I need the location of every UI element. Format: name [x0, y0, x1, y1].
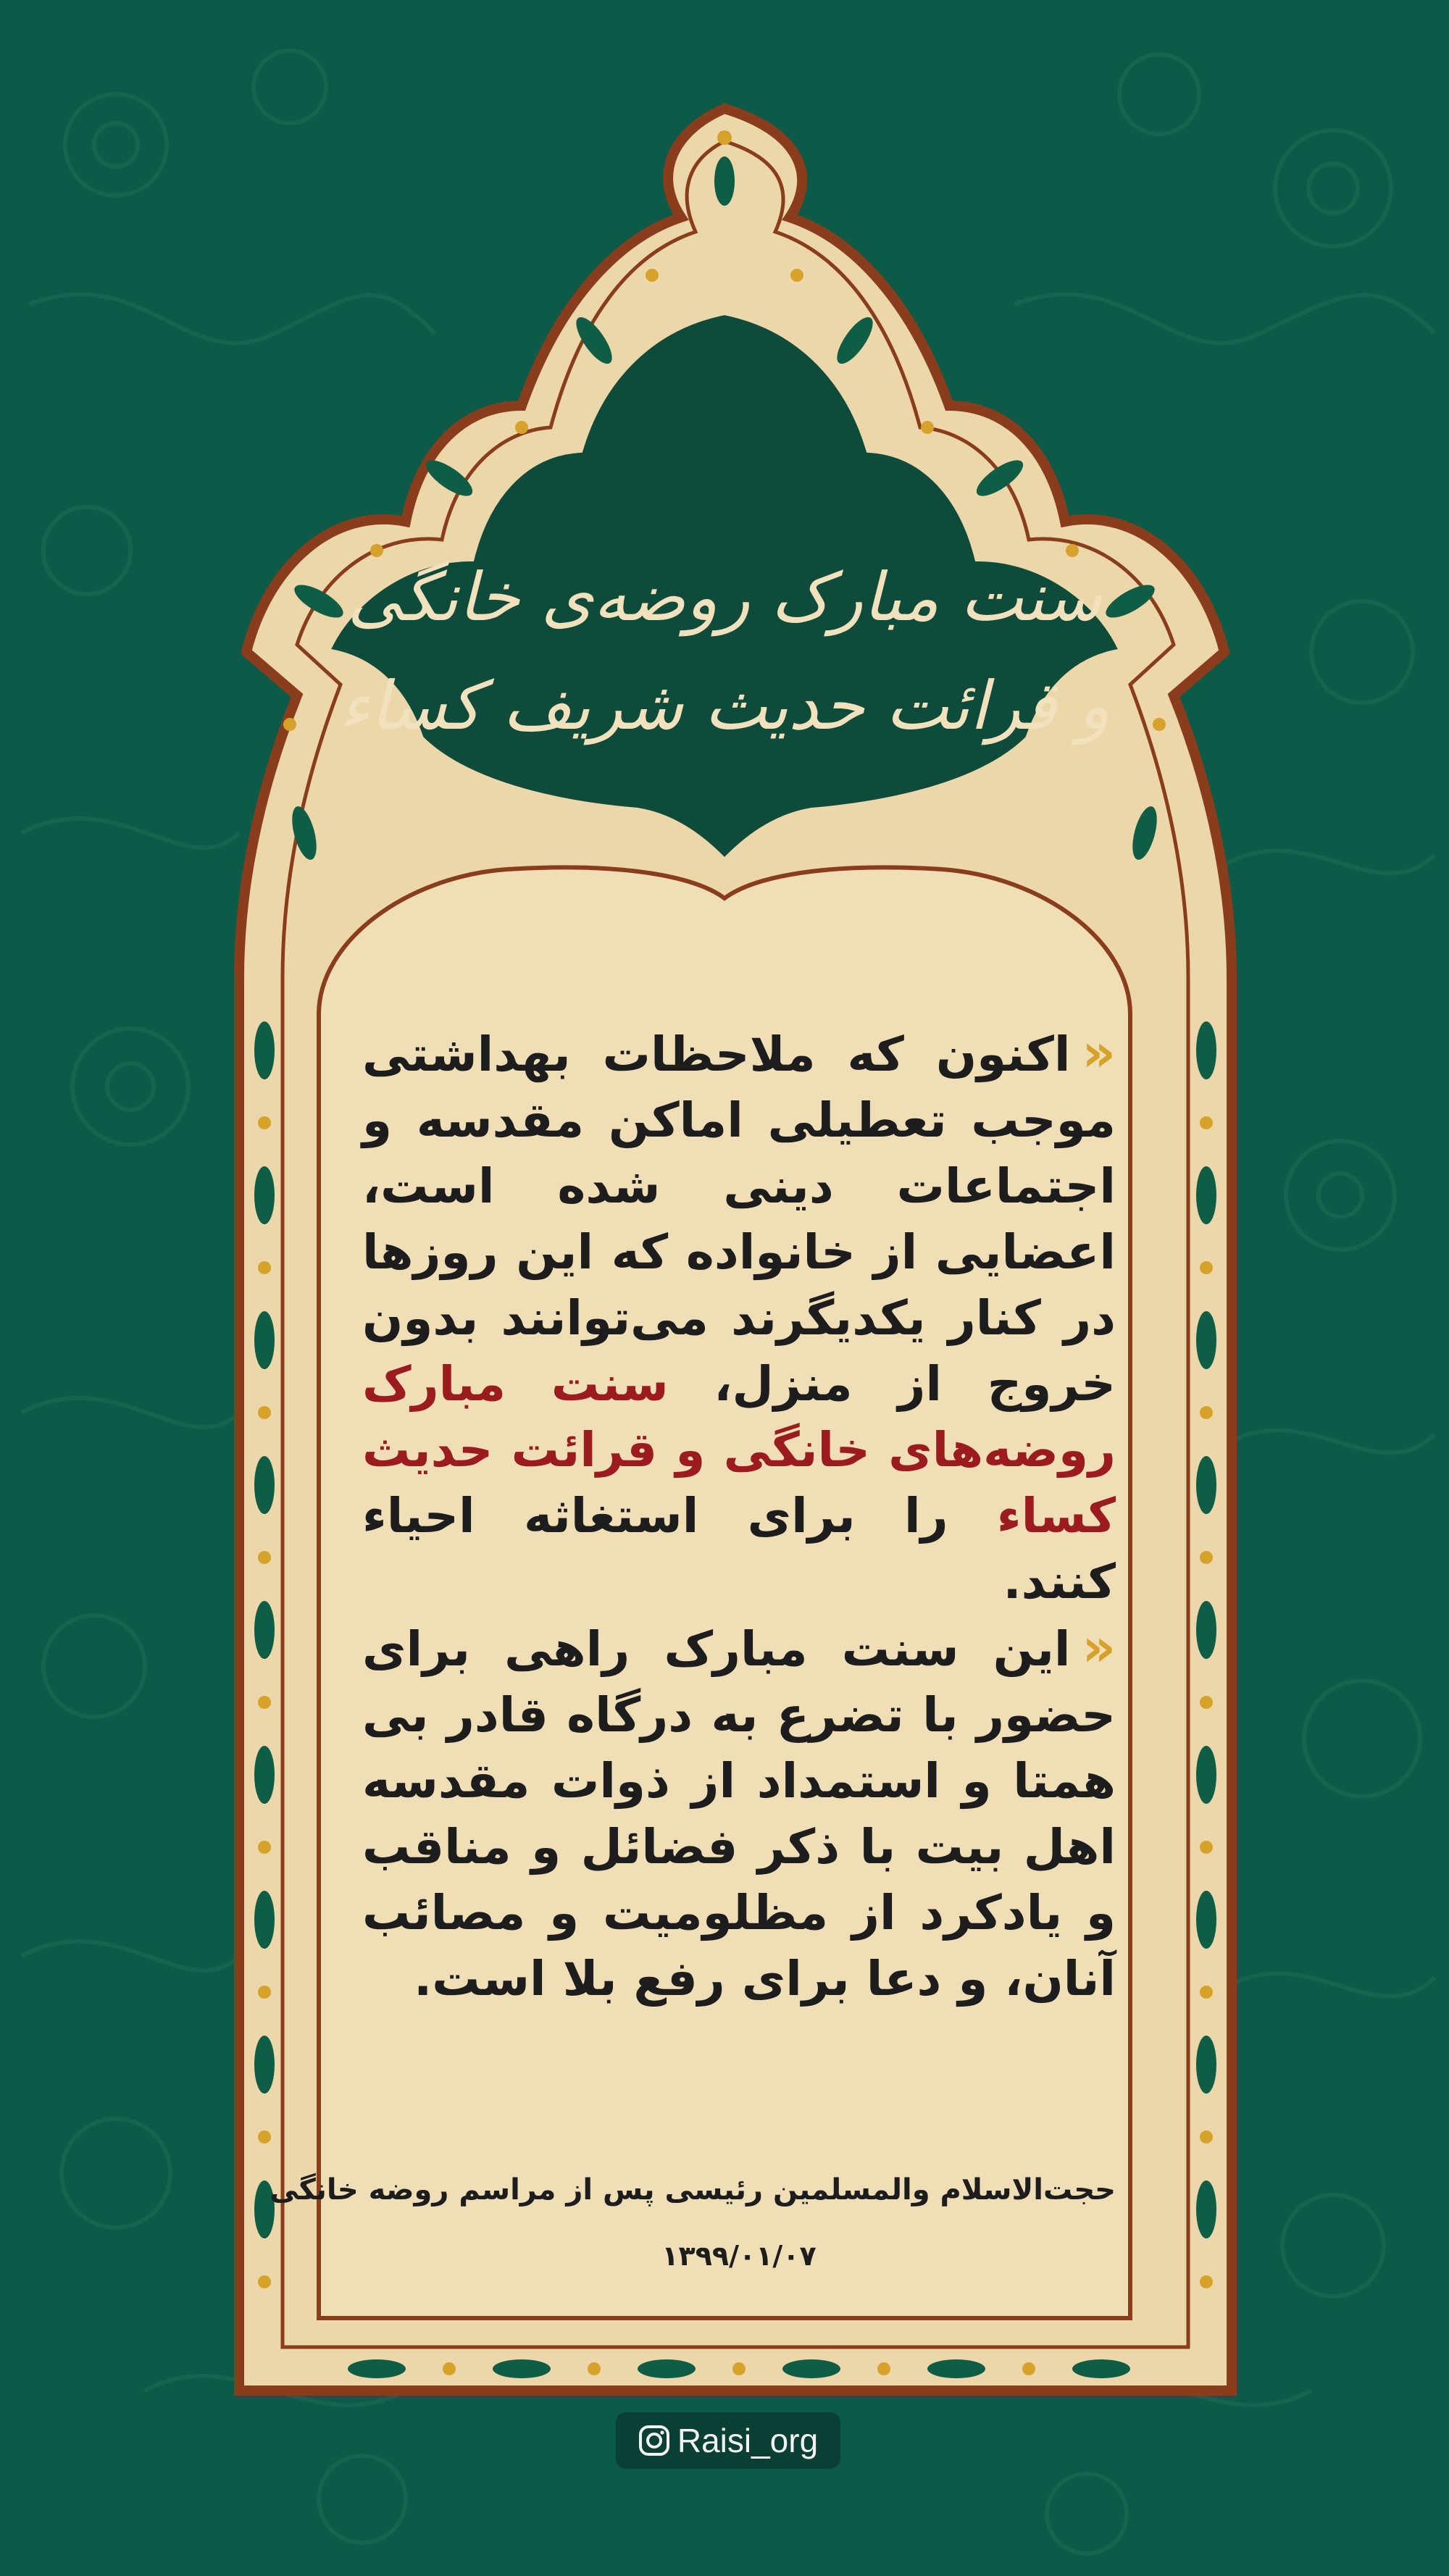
title-line-1: سنت مبارک روضه‌ی خانگی	[347, 559, 1102, 636]
paragraph-1	[362, 1020, 1116, 1615]
paragraph-2	[362, 1615, 1116, 2012]
quote-mark-icon: «	[1082, 1022, 1116, 1083]
author-attribution: حجت‌الاسلام والمسلمین رئیسی پس از مراسم روضه خانگی	[270, 2173, 1116, 2207]
paragraph-1-highlight: سنت مبارک روضه‌های خانگی و قرائت حدیث کساء	[362, 1356, 1116, 1544]
instagram-icon	[638, 2425, 670, 2456]
date-label: ۱۳۹۹/۰۱/۰۷	[661, 2240, 817, 2272]
title-line-2: و قرائت حدیث شریف کساء	[338, 667, 1111, 745]
quote-mark-icon: «	[1082, 1617, 1116, 1678]
title-block	[338, 507, 1111, 797]
paragraph-1-start: اکنون که ملاحظات بهداشتی موجب تعطیلی اماکن مقدسه و اجتماعات دینی شده است، اعضایی از خانواده که این روزها در کنار یکدیگرند می‌توانند بدون خروج از منزل،	[362, 1026, 1116, 1412]
body-text	[362, 1020, 1116, 2012]
paragraph-2-text: این سنت مبارک راهی برای حضور با تضرع به درگاه قادر بی همتا و استمداد از ذوات مقدسه اهل بیت با ذکر فضائل و مناقب و یادکرد از مظلومیت و مصائب آنان، و دعا برای رفع بلا است.	[362, 1621, 1116, 2007]
social-handle-text: Raisi_org	[677, 2422, 819, 2459]
paragraph-1-end: را برای استغاثه احیاء کنند.	[362, 1488, 1116, 1610]
social-handle-badge[interactable]	[616, 2412, 840, 2469]
